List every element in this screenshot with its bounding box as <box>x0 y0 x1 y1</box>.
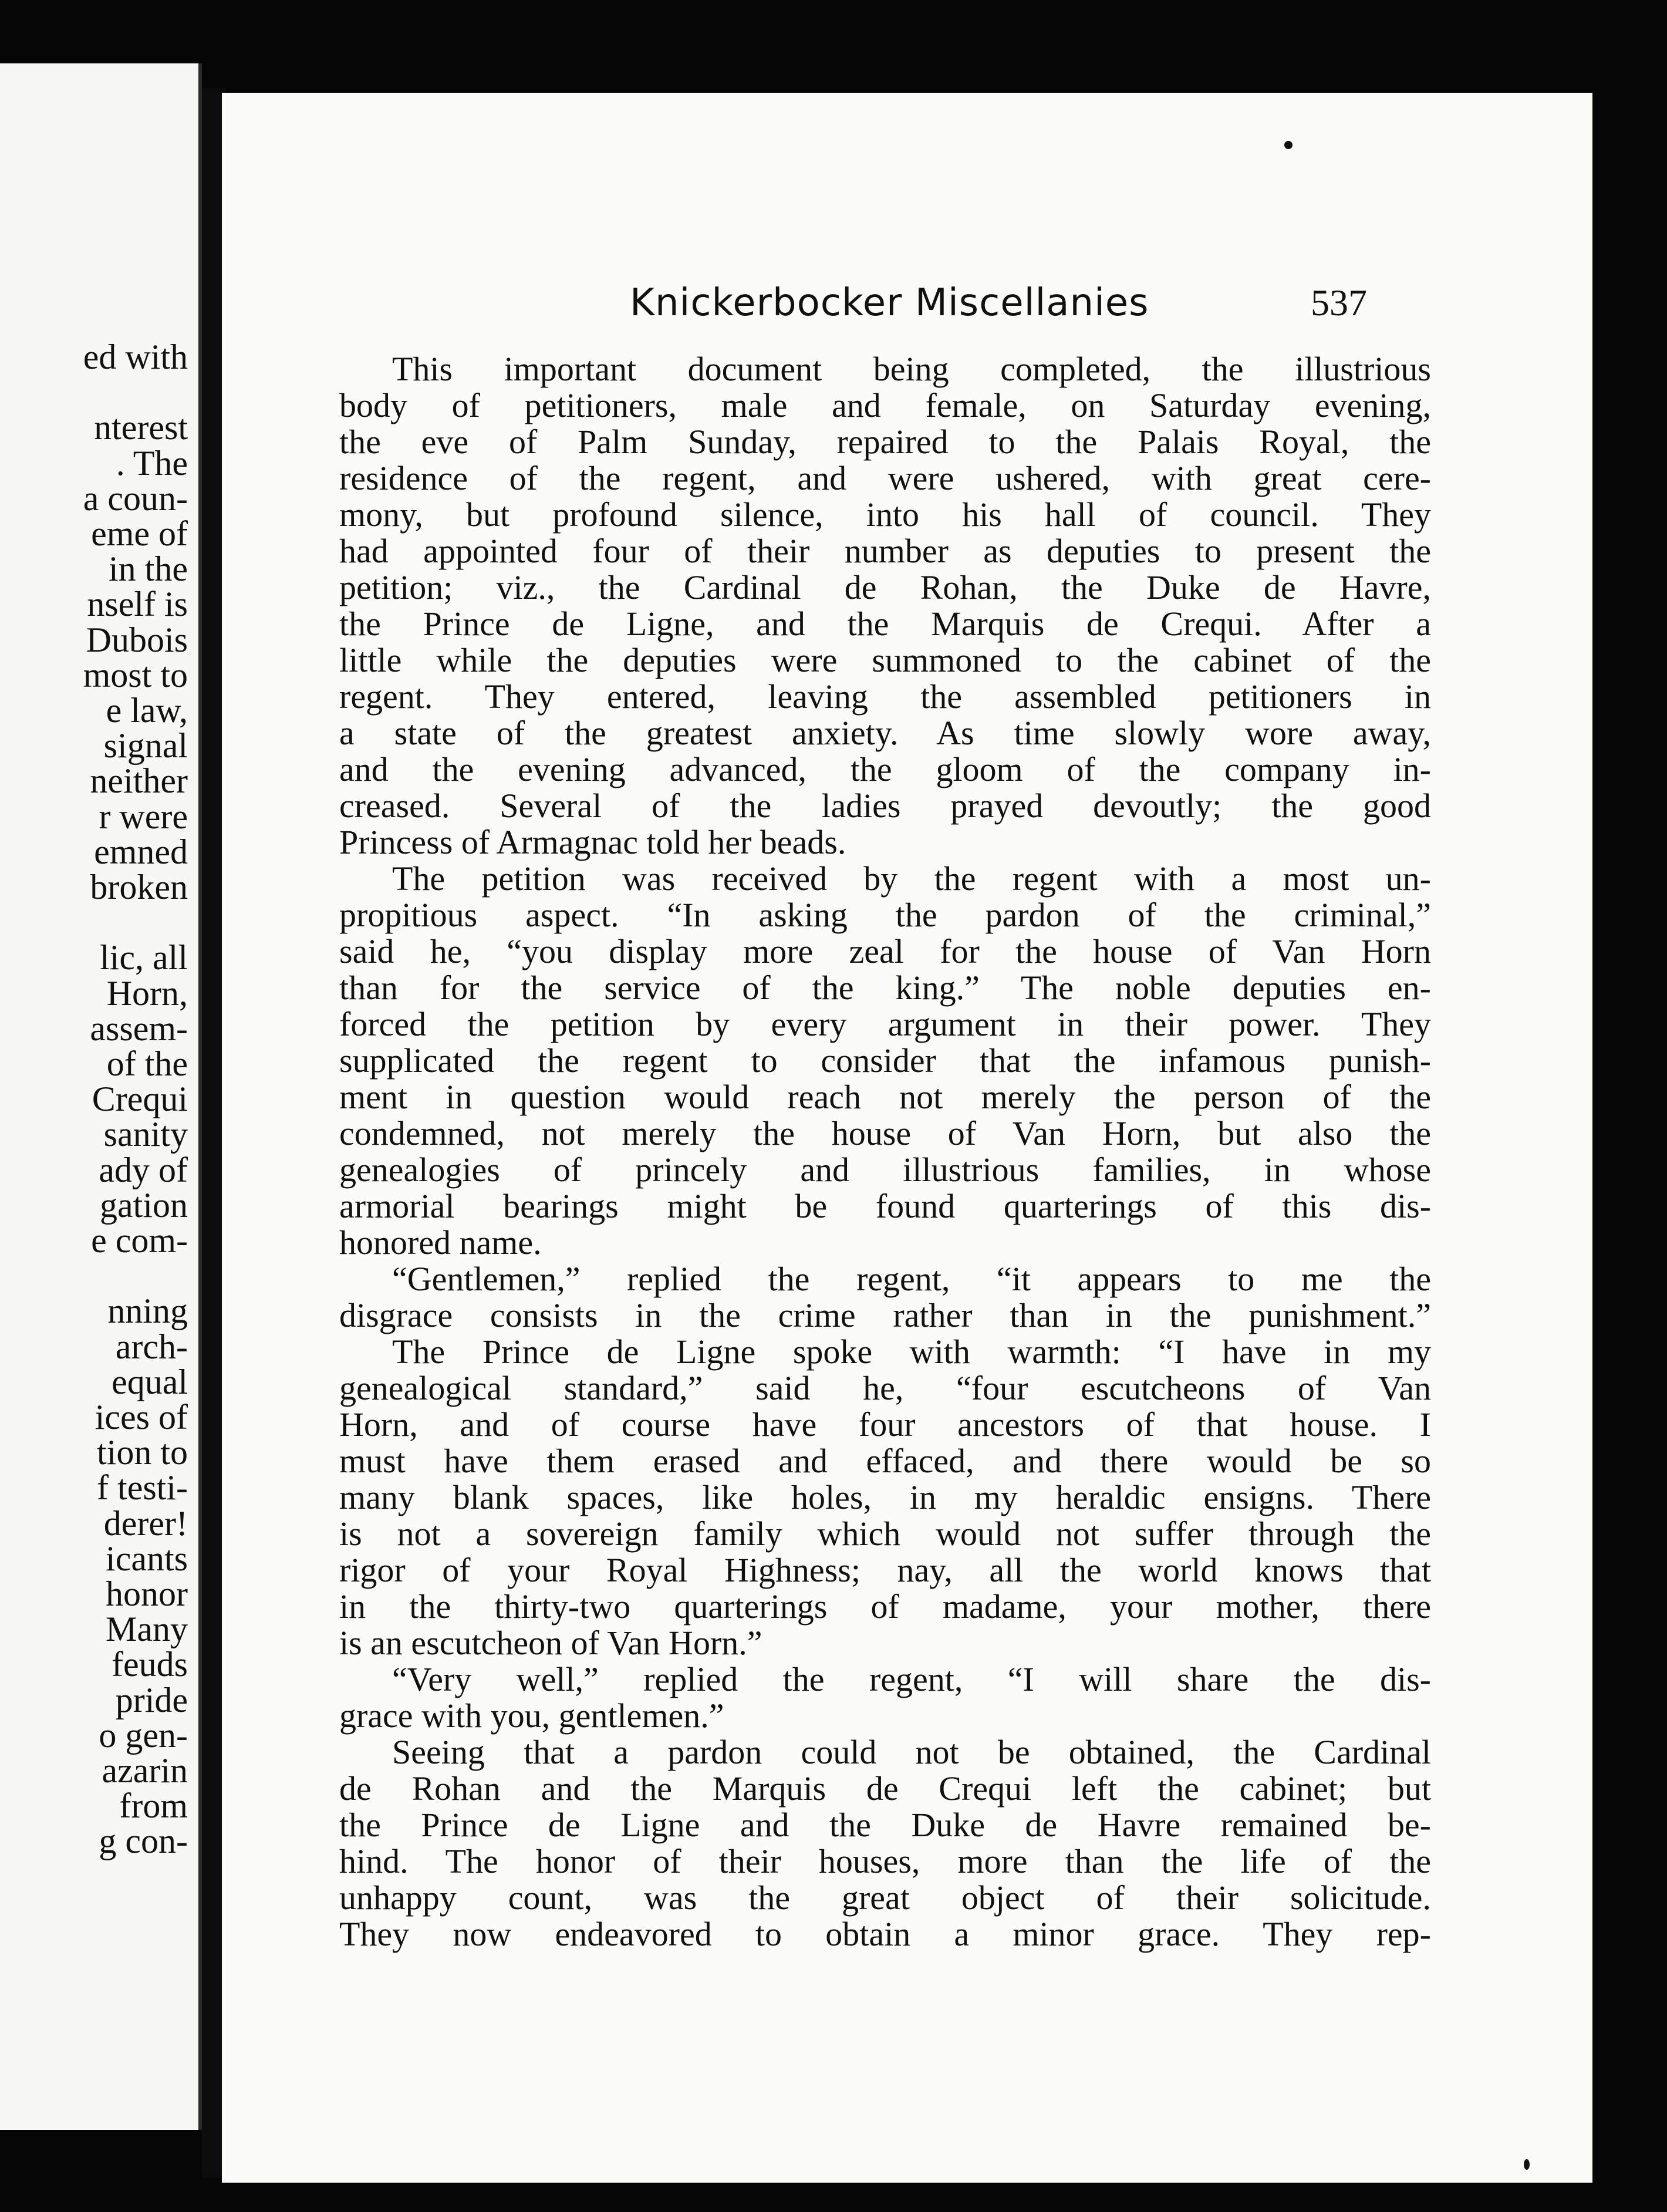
dust-speck <box>1284 141 1293 149</box>
left-page-line: tion to <box>96 1433 188 1472</box>
left-page-line: icants <box>106 1539 188 1578</box>
body-line: propitious aspect. “In asking the pardon of the criminal,” <box>339 896 1431 934</box>
body-line: the eve of Palm Sunday, repaired to the Palais Royal, the <box>339 423 1431 461</box>
body-line: unhappy count, was the great object of their solicitude. <box>339 1879 1431 1917</box>
body-line: is not a sovereign family which would not suffer through the <box>339 1515 1431 1553</box>
body-line: and the evening advanced, the gloom of the company in- <box>339 750 1431 788</box>
left-page-line: in the <box>109 549 188 589</box>
left-page-line: Horn, <box>106 973 188 1013</box>
body-line: honored name. <box>339 1223 542 1262</box>
left-page-line: Crequi <box>92 1080 188 1119</box>
left-page-line: o gen- <box>99 1715 188 1755</box>
left-page-line: neither <box>90 761 188 801</box>
left-page-line: a coun- <box>83 478 188 518</box>
left-page-line: most to <box>83 655 188 694</box>
left-page-line: lic, all <box>100 938 188 977</box>
page-number: 537 <box>1311 282 1367 323</box>
body-line: forced the petition by every argument in their power. They <box>339 1005 1431 1043</box>
left-page-line: assem- <box>90 1009 188 1048</box>
left-page-line: ices of <box>95 1398 188 1437</box>
body-line: armorial bearings might be found quarterings of this dis- <box>339 1187 1431 1225</box>
body-line: Seeing that a pardon could not be obtained, the Cardinal <box>392 1733 1431 1771</box>
left-page-line: nterest <box>94 408 188 447</box>
left-page-line: ady of <box>99 1150 188 1189</box>
body-line: “Gentlemen,” replied the regent, “it appears to me the <box>392 1260 1431 1298</box>
body-line: petition; viz., the Cardinal de Rohan, the Duke de Havre, <box>339 568 1431 606</box>
left-page-line: honor <box>106 1574 188 1613</box>
body-line: They now endeavored to obtain a minor grace. They rep- <box>339 1915 1431 1953</box>
left-facing-page <box>0 63 202 2130</box>
left-page-line: eme of <box>91 514 188 553</box>
left-page-line: equal <box>112 1362 188 1401</box>
body-line: The Prince de Ligne spoke with warmth: “I have in my <box>392 1333 1431 1371</box>
left-page-line: azarin <box>102 1751 188 1790</box>
body-line: This important document being completed, the illustrious <box>392 350 1431 388</box>
left-page-line: g con- <box>99 1822 188 1861</box>
body-line: creased. Several of the ladies prayed devoutly; the good <box>339 787 1431 825</box>
body-line: is an escutcheon of Van Horn.” <box>339 1624 762 1662</box>
body-line: had appointed four of their number as deputies to present the <box>339 532 1431 570</box>
body-line: must have them erased and effaced, and there would be so <box>339 1442 1431 1480</box>
left-page-line: arch- <box>115 1327 188 1366</box>
dust-speck <box>1524 2159 1530 2170</box>
left-page-line: nself is <box>87 585 188 624</box>
body-line: regent. They entered, leaving the assembled petitioners in <box>339 677 1431 716</box>
body-line: the Prince de Ligne and the Duke de Havre remained be- <box>339 1806 1431 1844</box>
left-page-line: of the <box>106 1044 188 1083</box>
left-page-line: broken <box>90 868 188 906</box>
body-line: residence of the regent, and were ushered, with great cere- <box>339 459 1431 497</box>
left-page-line: e law, <box>106 691 188 730</box>
left-page-line: . The <box>116 443 188 483</box>
running-head: Knickerbocker Miscellanies <box>630 281 1149 325</box>
left-page-line: from <box>119 1786 188 1826</box>
body-line: The petition was received by the regent with a most un- <box>392 859 1431 898</box>
body-line: in the thirty-two quarterings of madame, your mother, there <box>339 1587 1431 1626</box>
body-line: a state of the greatest anxiety. As time slowly wore away, <box>339 714 1431 752</box>
body-line: Princess of Armagnac told her beads. <box>339 823 846 861</box>
left-page-line: f testi- <box>97 1468 188 1508</box>
body-line: disgrace consists in the crime rather than in the punishment.” <box>339 1296 1431 1334</box>
left-page-line: sanity <box>103 1115 188 1154</box>
body-line: condemned, not merely the house of Van Horn, but also the <box>339 1114 1431 1152</box>
body-line: ment in question would reach not merely the person of the <box>339 1078 1431 1116</box>
body-line: mony, but profound silence, into his hall of council. They <box>339 495 1431 534</box>
body-line: than for the service of the king.” The noble deputies en- <box>339 969 1431 1007</box>
body-line: said he, “you display more zeal for the house of Van Horn <box>339 932 1431 970</box>
left-page-line: Many <box>106 1610 188 1649</box>
left-page-line: pride <box>115 1680 188 1719</box>
body-line: genealogical standard,” said he, “four escutcheons of Van <box>339 1369 1431 1407</box>
body-line: hind. The honor of their houses, more than the life of the <box>339 1842 1431 1880</box>
left-page-line: gation <box>100 1185 188 1225</box>
body-line: grace with you, gentlemen.” <box>339 1697 724 1735</box>
body-line: rigor of your Royal Highness; nay, all the world knows that <box>339 1551 1431 1589</box>
body-line: the Prince de Ligne, and the Marquis de Crequi. After a <box>339 605 1431 643</box>
body-line: supplicated the regent to consider that the infamous punish- <box>339 1041 1431 1080</box>
body-line: body of petitioners, male and female, on Saturday evening, <box>339 386 1431 424</box>
left-page-line: derer! <box>103 1503 188 1543</box>
left-page-line: signal <box>103 726 188 766</box>
body-line: many blank spaces, like holes, in my heraldic ensigns. There <box>339 1478 1431 1516</box>
body-line: little while the deputies were summoned to the cabinet of the <box>339 641 1431 679</box>
left-page-line: feuds <box>112 1645 188 1684</box>
body-text <box>339 351 1431 1953</box>
body-line: de Rohan and the Marquis de Crequi left the cabinet; but <box>339 1769 1431 1808</box>
body-line: genealogies of princely and illustrious families, in whose <box>339 1151 1431 1189</box>
left-page-line: e com- <box>91 1221 188 1260</box>
left-page-line: nning <box>107 1292 188 1331</box>
body-line: “Very well,” replied the regent, “I will share the dis- <box>392 1660 1431 1698</box>
left-page-line: Dubois <box>86 620 188 659</box>
left-page-line: ed with <box>83 338 188 376</box>
left-page-line: emned <box>94 832 188 871</box>
left-page-line: r were <box>99 797 188 836</box>
right-page <box>222 93 1592 2183</box>
body-line: Horn, and of course have four ancestors of that house. I <box>339 1405 1431 1444</box>
